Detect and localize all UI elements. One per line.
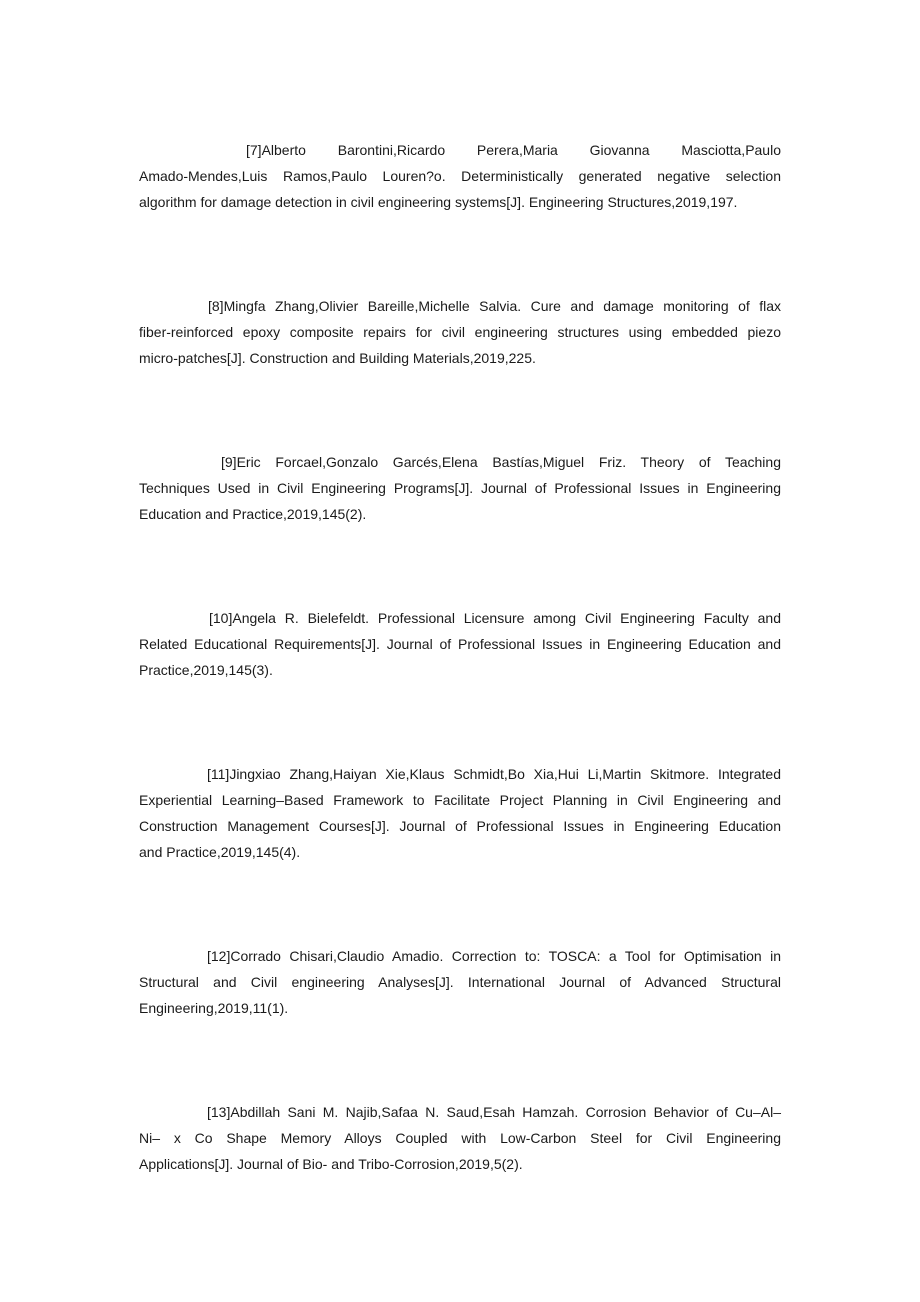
reference-11 xyxy=(139,761,781,865)
reference-line: [9]Eric Forcael,Gonzalo Garcés,Elena Bastías,Miguel Friz. Theory of Teaching xyxy=(221,454,781,470)
reference-line: [7]Alberto Barontini,Ricardo Perera,Maria Giovanna Masciotta,Paulo xyxy=(246,142,781,158)
reference-line: [11]Jingxiao Zhang,Haiyan Xie,Klaus Schmidt,Bo Xia,Hui Li,Martin Skitmore. Integrated xyxy=(207,766,781,782)
reference-line: Applications[J]. Journal of Bio- and Tribo-Corrosion,2019,5(2). xyxy=(139,1156,523,1172)
reference-line: [12]Corrado Chisari,Claudio Amadio. Correction to: TOSCA: a Tool for Optimisation in xyxy=(207,948,781,964)
reference-line: [13]Abdillah Sani M. Najib,Safaa N. Saud,Esah Hamzah. Corrosion Behavior of Cu–Al– xyxy=(207,1104,781,1120)
reference-10 xyxy=(139,605,781,683)
reference-12 xyxy=(139,943,781,1021)
reference-9 xyxy=(139,449,781,527)
reference-8 xyxy=(139,293,781,371)
reference-line: [8]Mingfa Zhang,Olivier Bareille,Michelle Salvia. Cure and damage monitoring of flax xyxy=(208,298,781,314)
reference-line: Engineering,2019,11(1). xyxy=(139,1000,289,1016)
reference-line: [10]Angela R. Bielefeldt. Professional Licensure among Civil Engineering Faculty and xyxy=(209,610,781,626)
reference-line: Related Educational Requirements[J]. Journal of Professional Issues in Engineering Education and xyxy=(139,636,781,652)
reference-line: Amado-Mendes,Luis Ramos,Paulo Louren?o. Deterministically generated negative selection xyxy=(139,168,781,184)
reference-line: Education and Practice,2019,145(2). xyxy=(139,506,367,522)
reference-line: Construction Management Courses[J]. Journal of Professional Issues in Engineering Education xyxy=(139,818,781,834)
reference-line: Structural and Civil engineering Analyses[J]. International Journal of Advanced Structural xyxy=(139,974,781,990)
reference-line: and Practice,2019,145(4). xyxy=(139,844,301,860)
reference-line: micro-patches[J]. Construction and Building Materials,2019,225. xyxy=(139,350,536,366)
reference-line: algorithm for damage detection in civil engineering systems[J]. Engineering Structures,2019,197. xyxy=(139,194,738,210)
reference-line: Practice,2019,145(3). xyxy=(139,662,273,678)
reference-line: Ni– x Co Shape Memory Alloys Coupled with Low-Carbon Steel for Civil Engineering xyxy=(139,1130,781,1146)
reference-7 xyxy=(139,137,781,215)
reference-line: Techniques Used in Civil Engineering Programs[J]. Journal of Professional Issues in Engineering xyxy=(139,480,781,496)
reference-13 xyxy=(139,1099,781,1177)
reference-line: Experiential Learning–Based Framework to Facilitate Project Planning in Civil Engineering and xyxy=(139,792,781,808)
reference-line: fiber-reinforced epoxy composite repairs for civil engineering structures using embedded piezo xyxy=(139,324,781,340)
